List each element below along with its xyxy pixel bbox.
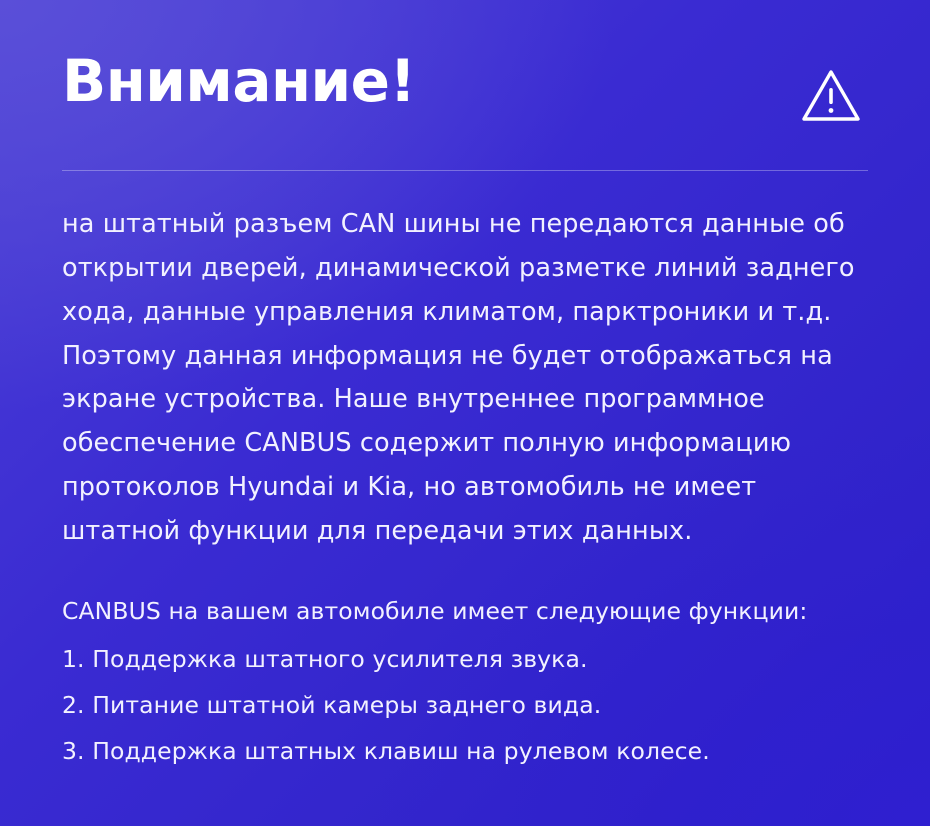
features-intro: CANBUS на вашем автомобиле имеет следующие функции: <box>62 596 808 625</box>
poster-header <box>62 0 868 128</box>
features-section <box>62 588 868 774</box>
list-item: 3. Поддержка штатных клавиш на рулевом колесе. <box>62 737 710 766</box>
warning-triangle-icon <box>800 68 862 128</box>
page-title: Внимание! <box>62 47 416 115</box>
list-item: 2. Питание штатной камеры заднего вида. <box>62 690 602 719</box>
body-paragraph: на штатный разъем CAN шины не передаются данные об открытии дверей, динамической разметке линий заднего хода, данные управления климатом, парктроники и т.д. Поэтому данная информация не будет отображаться на экране устройства. Наше внутреннее программное обеспечение CANBUS содержит полную информацию протоколов Hyundai и Kia, но автомобиль не имеет штатной функции для передачи этих данных. <box>62 209 855 547</box>
features-list <box>62 636 868 774</box>
list-item: 1. Поддержка штатного усилителя звука. <box>62 644 588 673</box>
header-divider <box>62 170 868 171</box>
